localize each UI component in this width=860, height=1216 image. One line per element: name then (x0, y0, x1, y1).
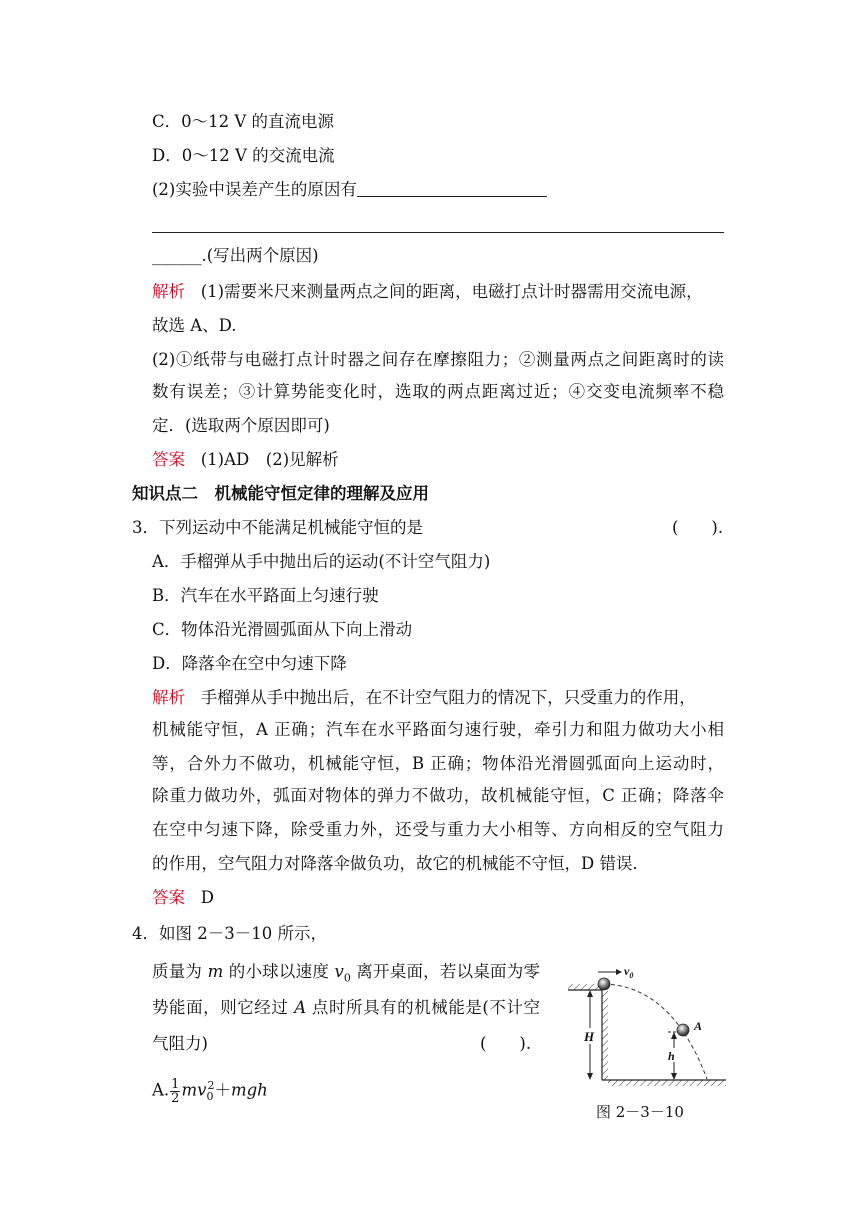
arrow-head (616, 969, 622, 975)
answer-text: (1)AD (2)见解析 (200, 450, 339, 469)
answer-label: 答案 (152, 450, 185, 469)
analysis-line-2: 故选 A、D. (152, 316, 237, 335)
question-3-option-d[interactable]: D．降落伞在空中匀速下降 (152, 654, 347, 673)
table-top-hatch (568, 984, 602, 990)
ground-hatch (608, 1080, 726, 1086)
question-4-paren: ( ). (480, 1034, 532, 1053)
q3-answer-line (152, 888, 214, 908)
q3-analysis-text-1: 手榴弹从手中抛出后，在不计空气阻力的情况下，只受重力的作用， (200, 688, 696, 707)
height-h-small-arrow-bottom (671, 1073, 677, 1080)
question-2-prefix: (2)实验中误差产生的原因有 (152, 180, 357, 199)
question-3-option-b[interactable]: B．汽车在水平路面上匀速行驶 (152, 586, 379, 605)
analysis-text: (1)需要米尺来测量两点之间的距离，电磁打点计时器需用交流电源， (200, 282, 703, 301)
height-h-arrow-bottom (587, 1073, 593, 1080)
question-4-body-3: 气阻力) (152, 1034, 208, 1053)
label-h: h (668, 1049, 675, 1063)
analysis-line-3: (2)①纸带与电磁打点计时器之间存在摩擦阻力；②测量两点之间距离时的读 (152, 350, 724, 369)
q3-analysis-line-6: 的作用，空气阻力对降落伞做负功，故它的机械能不守恒，D 错误． (152, 854, 649, 873)
q3-analysis-line-1 (152, 688, 724, 708)
fraction-one-half: $\frac{1}{2}$ (171, 1076, 180, 1106)
question-3-option-a[interactable]: A．手榴弹从手中抛出后的运动(不计空气阻力) (152, 552, 491, 571)
analysis-line-1 (152, 282, 703, 302)
answer-blank-line[interactable] (152, 232, 724, 233)
question-4-option-a[interactable]: A. $\frac{1}{2}$ $mv_0^2+mgh$ (152, 1076, 268, 1106)
q3-analysis-line-4: 除重力做功外，弧面对物体的弹力不做功，故机械能守恒，C 正确；降落伞 (152, 786, 724, 805)
label-A: A (694, 1019, 703, 1033)
question-4-body-1: 质量为 m 的小球以速度 $v_0$ 离开桌面，若以桌面为零 (152, 962, 540, 985)
answer-line (152, 450, 339, 470)
trajectory-curve (604, 984, 707, 1079)
ball-a (677, 1024, 689, 1036)
answer-blank[interactable] (357, 180, 547, 197)
projectile-figure (562, 966, 732, 1086)
q3-analysis-line-3: 等，合外力不做功，机械能守恒，B 正确；物体沿光滑圆弧面向上运动时， (152, 754, 724, 773)
question-3-paren: ( ). (672, 518, 724, 537)
q3-analysis-line-5: 在空中匀速下降，除受重力外，还受与重力大小相等、方向相反的空气阻力 (152, 820, 724, 839)
question-2-line (152, 180, 547, 200)
question-2-suffix: ______.(写出两个原因) (152, 246, 319, 265)
analysis-label: 解析 (152, 282, 185, 301)
label-H: H (584, 1029, 595, 1044)
q3-answer-label: 答案 (152, 888, 185, 907)
label-v0: $v_0$ (624, 966, 634, 980)
height-h-small-arrow-top (671, 1032, 677, 1039)
question-4: 4．如图 2－3－10 所示， (132, 924, 327, 943)
analysis-line-4: 数有误差；③计算势能变化时，选取的两点距离过近；④交变电流频率不稳 (152, 382, 724, 401)
question-4-body-2: 势能面，则它经过 A 点时所具有的机械能是(不计空 (152, 998, 541, 1017)
figure-caption: 图 2－3－10 (596, 1103, 684, 1121)
option-c: C．0～12 V 的直流电源 (152, 112, 335, 131)
q3-analysis-line-2: 机械能守恒，A 正确；汽车在水平路面匀速行驶，牵引力和阻力做功大小相 (152, 720, 724, 739)
ball-top (598, 978, 610, 990)
analysis-line-5: 定．(选取两个原因即可) (152, 416, 330, 435)
option-d: D．0～12 V 的交流电流 (152, 146, 335, 165)
question-3: 3．下列运动中不能满足机械能守恒的是 (132, 518, 423, 537)
section-title: 知识点二 机械能守恒定律的理解及应用 (132, 484, 429, 503)
q3-analysis-label: 解析 (152, 688, 185, 707)
question-3-option-c[interactable]: C．物体沿光滑圆弧面从下向上滑动 (152, 620, 413, 639)
q3-answer-text: D (200, 888, 214, 907)
height-h-arrow-top (587, 990, 593, 997)
table-side-hatch (602, 990, 608, 1080)
